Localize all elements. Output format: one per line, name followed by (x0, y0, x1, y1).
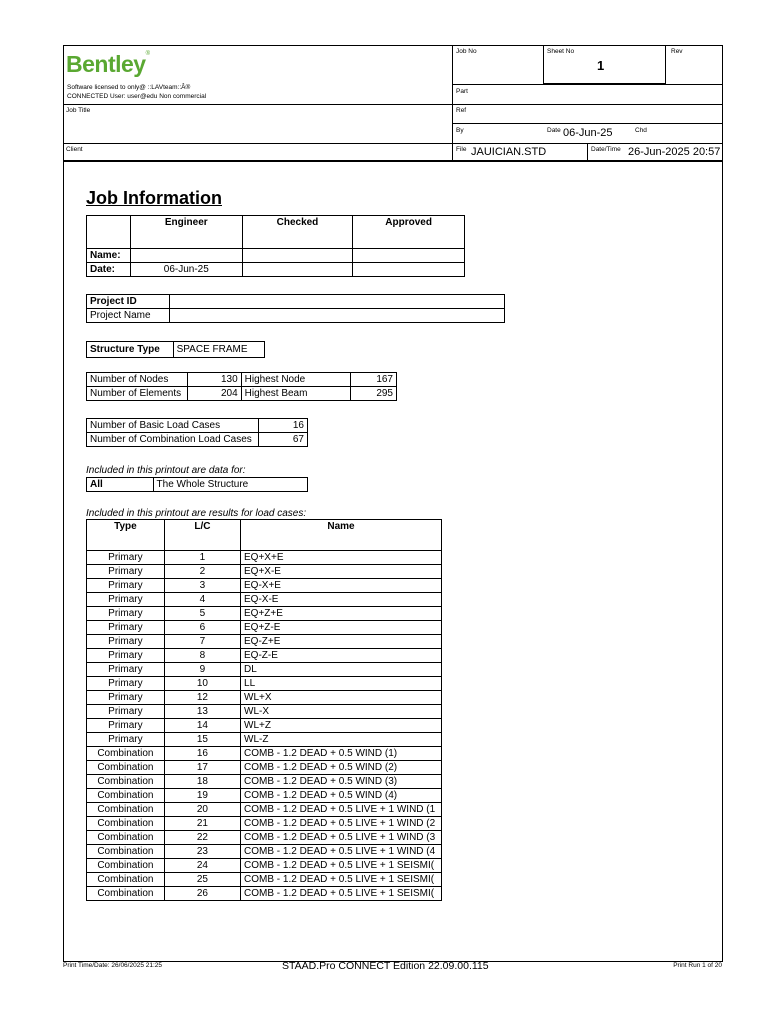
table-row (87, 565, 442, 579)
type-cell: Combination (87, 859, 165, 873)
lc-cell: 2 (164, 565, 240, 579)
lc-cell: 20 (164, 803, 240, 817)
engineer-date: 06-Jun-25 (130, 263, 242, 277)
type-cell: Combination (87, 887, 165, 901)
structure-type-table (86, 341, 265, 358)
name-cell: DL (241, 663, 442, 677)
date-row-label: Date: (87, 263, 131, 277)
load-cases-body (87, 551, 442, 901)
lc-cell: 14 (164, 719, 240, 733)
lc-cell: 12 (164, 691, 240, 705)
structure-type-label: Structure Type (87, 342, 174, 358)
lc-cell: 8 (164, 649, 240, 663)
highest-node-value: 167 (351, 373, 397, 387)
type-cell: Combination (87, 747, 165, 761)
file-label: File (456, 146, 467, 153)
chd-label: Chd (635, 127, 647, 134)
name-cell: EQ-X+E (241, 579, 442, 593)
type-cell: Primary (87, 705, 165, 719)
lc-cell: 25 (164, 873, 240, 887)
name-cell: EQ+Z-E (241, 621, 442, 635)
date-value: 06-Jun-25 (563, 127, 613, 139)
name-label: Name: (87, 249, 131, 263)
lc-cell: 10 (164, 677, 240, 691)
by-label: By (456, 127, 464, 134)
part-label: Part (456, 88, 468, 95)
name-cell: EQ-X-E (241, 593, 442, 607)
project-id-value (169, 295, 504, 309)
type-cell: Primary (87, 691, 165, 705)
table-row (87, 845, 442, 859)
print-time: Print Time/Date: 26/06/2025 21:25 (63, 962, 163, 969)
structure-type-value: SPACE FRAME (173, 342, 264, 358)
table-row (87, 733, 442, 747)
table-row (87, 831, 442, 845)
sheet-no-value: 1 (597, 58, 605, 73)
name-cell: COMB - 1.2 DEAD + 0.5 WIND (2) (241, 761, 442, 775)
license-line-1: Software licensed to only@ ::LAVteam::Â® (67, 84, 191, 91)
type-cell: Combination (87, 803, 165, 817)
project-id-label: Project ID (87, 295, 170, 309)
type-header: Type (87, 520, 165, 551)
project-name-label: Project Name (87, 309, 170, 323)
name-cell: WL-Z (241, 733, 442, 747)
name-cell: COMB - 1.2 DEAD + 0.5 LIVE + 1 SEISMI( (241, 859, 442, 873)
client-label: Client (66, 146, 83, 153)
sheet-no-label: Sheet No (547, 48, 575, 55)
name-cell: COMB - 1.2 DEAD + 0.5 LIVE + 1 SEISMI( (241, 873, 442, 887)
lc-cell: 5 (164, 607, 240, 621)
combo-load-cases-label: Number of Combination Load Cases (87, 433, 259, 447)
load-cases-caption: Included in this printout are results for load cases: (86, 508, 307, 519)
type-cell: Primary (87, 579, 165, 593)
lc-cell: 9 (164, 663, 240, 677)
combo-load-cases-value: 67 (258, 433, 307, 447)
table-row (87, 775, 442, 789)
ref-label: Ref (456, 107, 467, 114)
table-row (87, 691, 442, 705)
lc-cell: 16 (164, 747, 240, 761)
license-line-2: CONNECTED User: user@edu Non commercial (67, 93, 207, 100)
lc-cell: 4 (164, 593, 240, 607)
highest-node-label: Highest Node (241, 373, 351, 387)
datetime-label: Date/Time (591, 146, 621, 153)
name-cell: WL-X (241, 705, 442, 719)
name-cell: LL (241, 677, 442, 691)
job-information-heading: Job Information (86, 188, 222, 208)
project-name-value (169, 309, 504, 323)
table-row (87, 817, 442, 831)
elements-value: 204 (187, 387, 241, 401)
rev-label: Rev (671, 48, 683, 55)
lc-cell: 18 (164, 775, 240, 789)
load-counts-table (86, 418, 308, 447)
included-data-table (86, 477, 308, 492)
type-cell: Primary (87, 607, 165, 621)
name-cell: EQ+X+E (241, 551, 442, 565)
name-cell: WL+Z (241, 719, 442, 733)
table-row (87, 803, 442, 817)
name-cell: COMB - 1.2 DEAD + 0.5 LIVE + 1 WIND (3 (241, 831, 442, 845)
table-row (87, 873, 442, 887)
type-cell: Primary (87, 635, 165, 649)
lc-cell: 23 (164, 845, 240, 859)
name-cell: COMB - 1.2 DEAD + 0.5 LIVE + 1 WIND (2 (241, 817, 442, 831)
type-cell: Combination (87, 831, 165, 845)
name-cell: COMB - 1.2 DEAD + 0.5 LIVE + 1 SEISMI( (241, 887, 442, 901)
load-cases-table (86, 519, 442, 901)
approved-header: Approved (353, 216, 465, 249)
name-cell: EQ+Z+E (241, 607, 442, 621)
table-row (87, 747, 442, 761)
type-cell: Combination (87, 817, 165, 831)
lc-header: L/C (164, 520, 240, 551)
name-cell: EQ+X-E (241, 565, 442, 579)
datetime-value: 26-Jun-2025 20:57 (628, 146, 721, 158)
type-cell: Primary (87, 677, 165, 691)
checked-header: Checked (242, 216, 353, 249)
bentley-logo: Bentley® (66, 51, 150, 77)
name-cell: COMB - 1.2 DEAD + 0.5 WIND (4) (241, 789, 442, 803)
lc-cell: 24 (164, 859, 240, 873)
job-no-label: Job No (456, 48, 477, 55)
table-row (87, 579, 442, 593)
nodes-value: 130 (187, 373, 241, 387)
basic-load-cases-label: Number of Basic Load Cases (87, 419, 259, 433)
type-cell: Combination (87, 873, 165, 887)
name-cell: COMB - 1.2 DEAD + 0.5 WIND (3) (241, 775, 442, 789)
lc-cell: 15 (164, 733, 240, 747)
print-run: Print Run 1 of 20 (673, 962, 722, 969)
table-row (87, 789, 442, 803)
table-row (87, 719, 442, 733)
table-row (87, 761, 442, 775)
date-label: Date (547, 127, 561, 134)
edition: STAAD.Pro CONNECT Edition 22.09.00.115 (282, 960, 489, 972)
table-row (87, 621, 442, 635)
type-cell: Combination (87, 845, 165, 859)
type-cell: Primary (87, 593, 165, 607)
table-row (87, 593, 442, 607)
table-row (87, 663, 442, 677)
lc-cell: 3 (164, 579, 240, 593)
scope-desc: The Whole Structure (153, 478, 307, 492)
type-cell: Primary (87, 663, 165, 677)
table-row (87, 635, 442, 649)
type-cell: Primary (87, 621, 165, 635)
highest-beam-label: Highest Beam (241, 387, 351, 401)
table-row (87, 887, 442, 901)
table-row (87, 649, 442, 663)
type-cell: Combination (87, 789, 165, 803)
name-cell: COMB - 1.2 DEAD + 0.5 LIVE + 1 WIND (4 (241, 845, 442, 859)
lc-cell: 22 (164, 831, 240, 845)
basic-load-cases-value: 16 (258, 419, 307, 433)
name-cell: WL+X (241, 691, 442, 705)
name-cell: COMB - 1.2 DEAD + 0.5 LIVE + 1 WIND (1 (241, 803, 442, 817)
type-cell: Primary (87, 649, 165, 663)
name-cell: EQ-Z-E (241, 649, 442, 663)
table-row (87, 677, 442, 691)
table-row (87, 859, 442, 873)
lc-cell: 19 (164, 789, 240, 803)
job-info-table (86, 215, 465, 277)
lc-cell: 17 (164, 761, 240, 775)
name-header: Name (241, 520, 442, 551)
name-cell: COMB - 1.2 DEAD + 0.5 WIND (1) (241, 747, 442, 761)
lc-cell: 13 (164, 705, 240, 719)
nodes-label: Number of Nodes (87, 373, 188, 387)
table-row (87, 705, 442, 719)
lc-cell: 6 (164, 621, 240, 635)
scope-label: All (87, 478, 154, 492)
table-row (87, 551, 442, 565)
counts-table (86, 372, 397, 401)
highest-beam-value: 295 (351, 387, 397, 401)
lc-cell: 1 (164, 551, 240, 565)
type-cell: Primary (87, 733, 165, 747)
included-data-caption: Included in this printout are data for: (86, 465, 246, 476)
type-cell: Combination (87, 761, 165, 775)
lc-cell: 7 (164, 635, 240, 649)
job-title-label: Job Title (66, 107, 91, 114)
type-cell: Primary (87, 551, 165, 565)
file-value: JAUICIAN.STD (471, 146, 547, 158)
table-row (87, 607, 442, 621)
elements-label: Number of Elements (87, 387, 188, 401)
project-table (86, 294, 505, 323)
name-cell: EQ-Z+E (241, 635, 442, 649)
lc-cell: 26 (164, 887, 240, 901)
type-cell: Primary (87, 719, 165, 733)
type-cell: Primary (87, 565, 165, 579)
type-cell: Combination (87, 775, 165, 789)
engineer-header: Engineer (130, 216, 242, 249)
lc-cell: 21 (164, 817, 240, 831)
